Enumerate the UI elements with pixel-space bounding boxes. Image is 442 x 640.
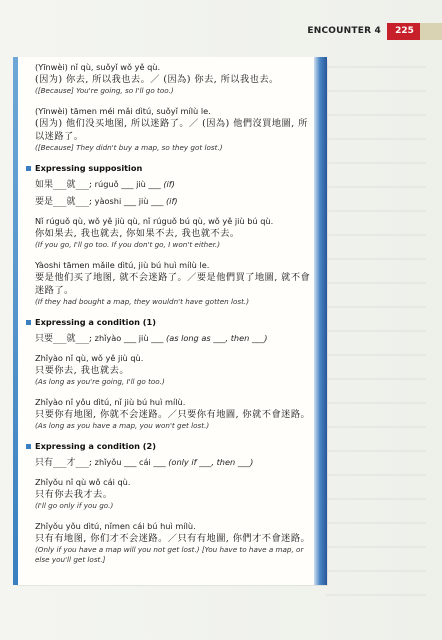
chinese-line: 只要你去, 我也就去。 [35,365,130,376]
pattern-line [35,195,313,208]
panel-content [35,62,313,565]
translation-line: (If you go, I'll go too. If you don't go, I won't either.) [35,240,221,249]
pinyin-line: (Yīnwèi) tāmen méi mǎi dìtú, suǒyǐ mílù le. [35,106,211,116]
pattern-pinyin: zhǐyǒu ___ cái ___ [92,457,169,467]
pattern-gloss: (if) [163,179,175,189]
panel-left-border [13,57,18,585]
section-heading-text: Expressing a condition (1) [35,317,156,327]
chinese-line: (因为) 他们没买地图, 所以迷路了。／ (因為) 他們沒買地圖, 所以迷路了。 [35,118,308,142]
section-heading-supposition [26,163,313,174]
section-heading-condition-1 [26,317,313,328]
bullet-square-icon [26,320,31,325]
section-heading-condition-2 [26,441,313,452]
pattern-gloss: (only if ___, then ___) [168,457,254,467]
pinyin-line: (Yīnwèi) nǐ qù, suǒyǐ wǒ yě qù. [35,62,161,72]
translation-line: ([Because] You're going, so I'll go too.) [35,86,174,95]
pattern-line [35,456,313,469]
bullet-square-icon [26,444,31,449]
chinese-line: 你如果去, 我也就去, 你如果不去, 我也就不去。 [35,228,240,239]
section-heading-text: Expressing supposition [35,163,143,173]
translation-line: (Only if you have a map will you not get lost.) [You have to have a map, or else you'll get lost.] [35,545,304,564]
header-edge-tab [420,23,442,40]
panel-right-band [314,57,327,585]
pattern-pinyin: zhǐyào ___ jiù ___ [92,333,166,343]
chinese-line: 要是他们买了地图, 就不会迷路了。／要是他們買了地圖, 就不會迷路了。 [35,272,311,296]
pattern-chinese: 只要___就___; [35,334,93,344]
pinyin-line: Zhǐyào nǐ yǒu dìtú, nǐ jiù bú huì mílù. [35,397,186,407]
pinyin-line: Nǐ rúguǒ qù, wǒ yě jiù qù, nǐ rúguǒ bú qù, wǒ yě jiù bú qù. [35,216,274,226]
pinyin-line: Yàoshi tāmen mǎile dìtú, jiù bú huì mílù le. [35,260,210,270]
translation-line: (As long as you're going, I'll go too.) [35,377,165,386]
running-header: ENCOUNTER 4 [307,26,381,36]
chinese-line: 只要你有地图, 你就不会迷路。／只要你有地圖, 你就不會迷路。 [35,409,311,420]
bullet-square-icon [26,166,31,171]
pattern-pinyin: rúguǒ ___ jiù ___ [92,179,164,189]
chinese-line: (因为) 你去, 所以我也去。／ (因為) 你去, 所以我也去。 [35,74,279,85]
faint-background-text [326,44,426,604]
pattern-gloss: (if) [165,196,178,206]
pattern-line [35,332,313,345]
pinyin-line: Zhǐyǒu yǒu dìtú, nǐmen cái bú huì mílù. [35,521,196,531]
pattern-line [35,178,313,191]
pattern-chinese: 要是___就___; [35,197,93,207]
page-number-badge: 225 [387,23,422,40]
section-heading-text: Expressing a condition (2) [35,441,156,451]
pattern-chinese: 如果___就___; [35,180,93,190]
pinyin-line: Zhǐyǒu nǐ qù wǒ cái qù. [35,477,131,487]
translation-line: (As long as you have a map, you won't get lost.) [35,421,210,430]
chinese-line: 只有你去我才去。 [35,489,113,500]
pinyin-line: Zhǐyào nǐ qù, wǒ yě jiù qù. [35,353,144,363]
translation-line: (I'll go only if you go.) [35,501,114,510]
translation-line: ([Because] They didn't buy a map, so they got lost.) [35,143,223,152]
translation-line: (If they had bought a map, they wouldn't have gotten lost.) [35,297,250,306]
pattern-chinese: 只有___才___; [35,458,93,468]
chinese-line: 只有有地图, 你们才不会迷路。／只有有地圖, 你們才不會迷路。 [35,533,311,544]
pattern-gloss: (as long as ___, then ___) [166,333,268,343]
pattern-pinyin: yàoshi ___ jiù ___ [92,196,166,206]
